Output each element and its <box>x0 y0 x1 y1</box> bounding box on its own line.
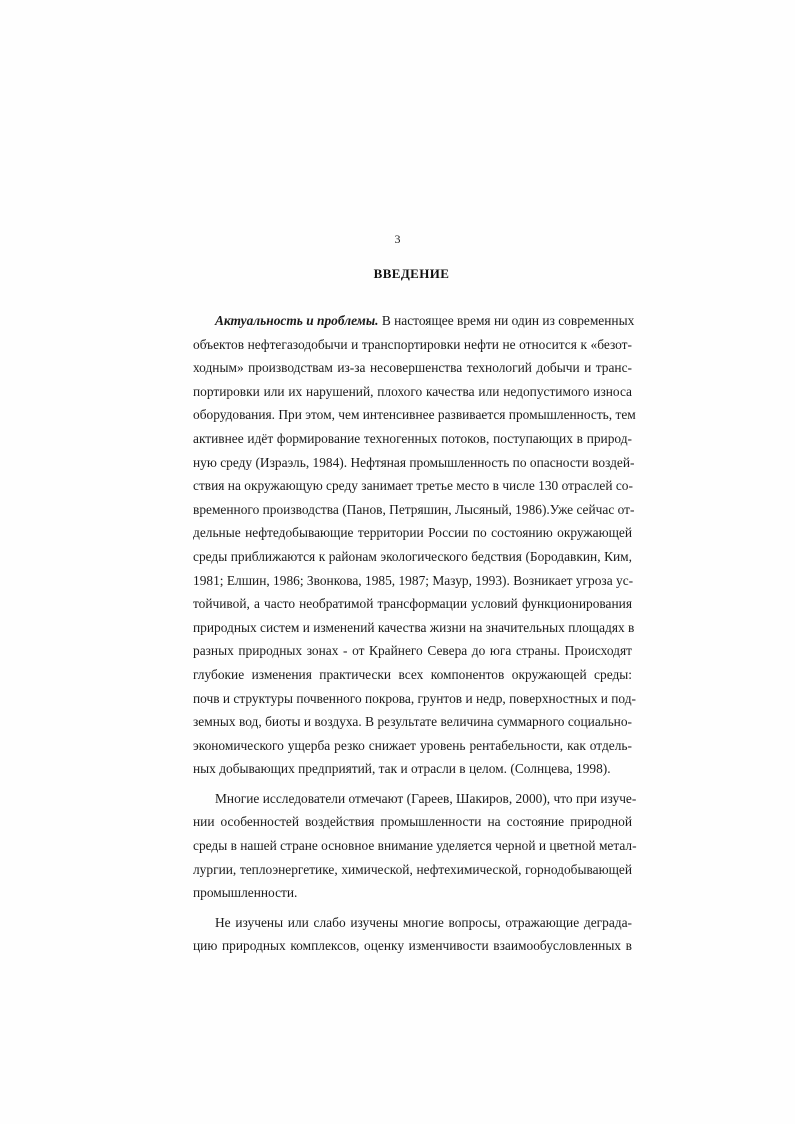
text-line: ствия на окружающую среду занимает третье место в числе 130 отраслей со- <box>193 478 633 494</box>
text-line: дельные нефтедобывающие территории России по состоянию окружающей <box>193 525 632 541</box>
paragraph-unstudied <box>193 911 632 958</box>
text-line: Не изучены или слабо изучены многие вопросы, отражающие деграда- <box>215 914 632 930</box>
text-line: среды приближаются к районам экологического бедствия (Бородавкин, Ким, <box>193 548 632 564</box>
body-text <box>193 309 637 958</box>
text-line: земных вод, биоты и воздуха. В результате величина суммарного социально- <box>193 714 632 730</box>
text-line: глубокие изменения практически всех компонентов окружающей среды: <box>193 666 632 682</box>
text-line: ных добывающих предприятий, так и отрасли в целом. (Солнцева, 1998). <box>193 761 611 777</box>
text-line: оборудования. При этом, чем интенсивнее развивается промышленность, тем <box>193 407 636 423</box>
text-line: среды в нашей стране основное внимание уделяется черной и цветной метал- <box>193 838 637 854</box>
paragraph-researchers <box>193 787 637 905</box>
text-line: природных систем и изменений качества жизни на значительных площадях в <box>193 619 635 635</box>
text-line: ходным» производствам из-за несовершенства технологий добычи и транс- <box>193 360 632 376</box>
text-line: портировки или их нарушений, плохого качества или недопустимого износа <box>193 383 632 399</box>
text-line: активнее идёт формирование техногенных потоков, поступающих в природ- <box>193 430 632 446</box>
text-line: разных природных зонах - от Крайнего Севера до юга страны. Происходят <box>193 643 632 659</box>
text-line: объектов нефтегазодобычи и транспортировки нефти не относится к «безот- <box>193 336 632 352</box>
text-line: промышленности. <box>193 885 298 901</box>
text-line: Многие исследователи отмечают (Гареев, Шакиров, 2000), что при изуче- <box>215 790 637 806</box>
lead-phrase: Актуальность и проблемы. <box>215 313 379 328</box>
text-line: ную среду (Израэль, 1984). Нефтяная промышленность по опасности воздей- <box>193 454 635 470</box>
text-line: временного производства (Панов, Петряшин, Лысяный, 1986).Уже сейчас от- <box>193 501 635 517</box>
text-line: тойчивой, а часто необратимой трансформации условий функционирования <box>193 596 632 612</box>
paragraph-relevance <box>193 309 637 781</box>
text-line: нии особенностей воздействия промышленности на состояние природной <box>193 814 632 830</box>
text-line: лургии, теплоэнергетике, химической, нефтехимической, горнодобывающей <box>193 861 632 877</box>
section-heading: ВВЕДЕНИЕ <box>373 266 450 281</box>
text-line: цию природных комплексов, оценку изменчивости взаимообусловленных в <box>193 938 632 954</box>
text-line: почв и структуры почвенного покрова, грунтов и недр, поверхностных и под- <box>193 690 637 706</box>
page-number: 3 <box>394 232 401 246</box>
text-line: Актуальность и проблемы. В настоящее время ни один из современных <box>215 313 635 328</box>
text-line: экономического ущерба резко снижает уровень рентабельности, как отдель- <box>193 737 632 753</box>
text-line: 1981; Елшин, 1986; Звонкова, 1985, 1987; Мазур, 1993). Возникает угроза ус- <box>193 572 634 588</box>
